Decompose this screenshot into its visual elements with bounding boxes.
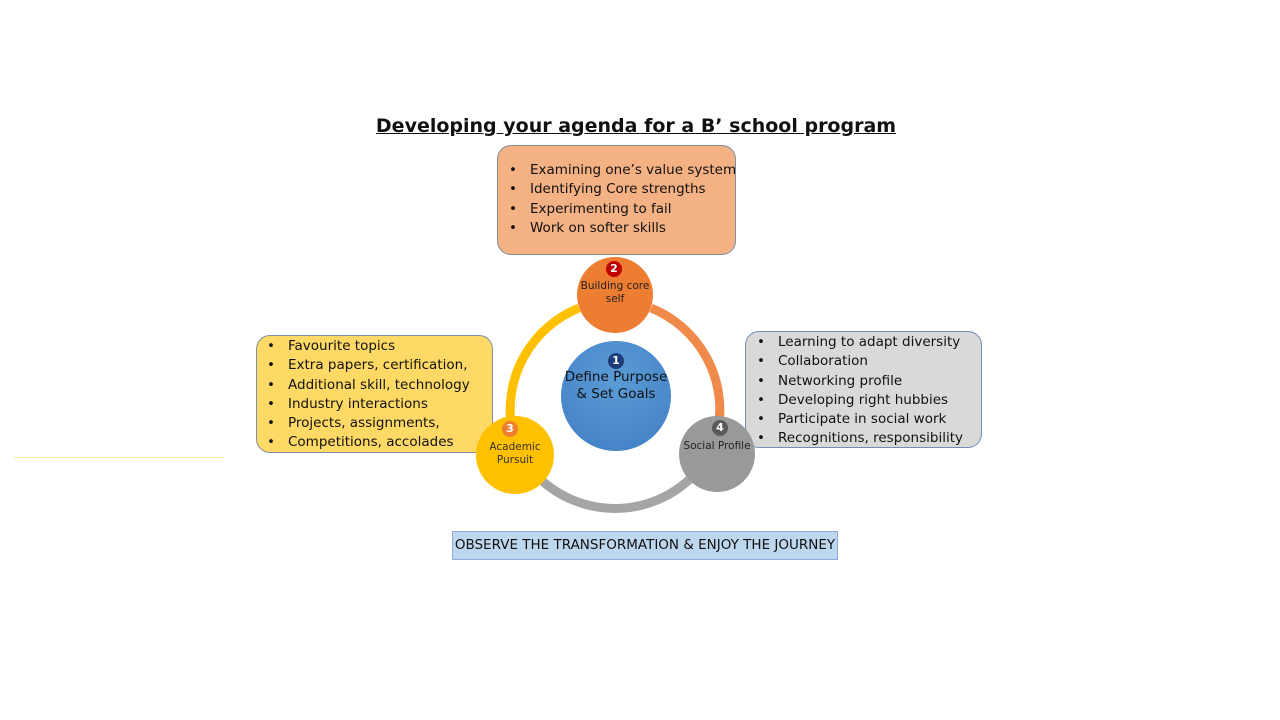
list-item: • Favourite topics [288,337,492,356]
step-number-badge: 2 [606,261,622,277]
center-label: Define Purpose & Set Goals [564,369,668,402]
node-building-core-self [577,257,653,333]
node-label: Building core self [580,280,650,305]
step-number-badge: 1 [608,353,624,369]
box-building-core-self [497,145,736,255]
list-item: • Participate in social work [778,410,981,429]
node-label: Academic Pursuit [489,441,541,466]
list-item: • Identifying Core strengths [530,180,735,199]
box-social-profile [745,331,982,448]
list-item: • Developing right hubbies [778,391,981,410]
diagram-title: Developing your agenda for a B’ school program [375,115,897,137]
list-item: • Collaboration [778,352,981,371]
node-label: Social Profile [683,440,751,452]
center-node [561,341,671,451]
list-item: • Extra papers, certification, [288,356,492,375]
footer-banner: OBSERVE THE TRANSFORMATION & ENJOY THE JOURNEY [452,531,838,560]
list-item: • Learning to adapt diversity [778,333,981,352]
node-social-profile [679,416,755,492]
list-item: • Additional skill, technology [288,376,492,395]
list-item: • Competitions, accolades [288,433,492,452]
list-item: • Recognitions, responsibility [778,429,981,448]
node-academic-pursuit [476,416,554,494]
step-number-badge: 4 [712,420,728,436]
box-academic-pursuit [256,335,493,453]
list-item: • Industry interactions [288,395,492,414]
list-item: • Projects, assignments, [288,414,492,433]
list-item: • Work on softer skills [530,219,735,238]
list-item: • Examining one’s value system [530,161,735,180]
list-item: • Experimenting to fail [530,200,735,219]
list-item: • Networking profile [778,372,981,391]
ring-arc-gray [538,477,692,508]
divider [14,457,224,458]
step-number-badge: 3 [502,421,518,437]
